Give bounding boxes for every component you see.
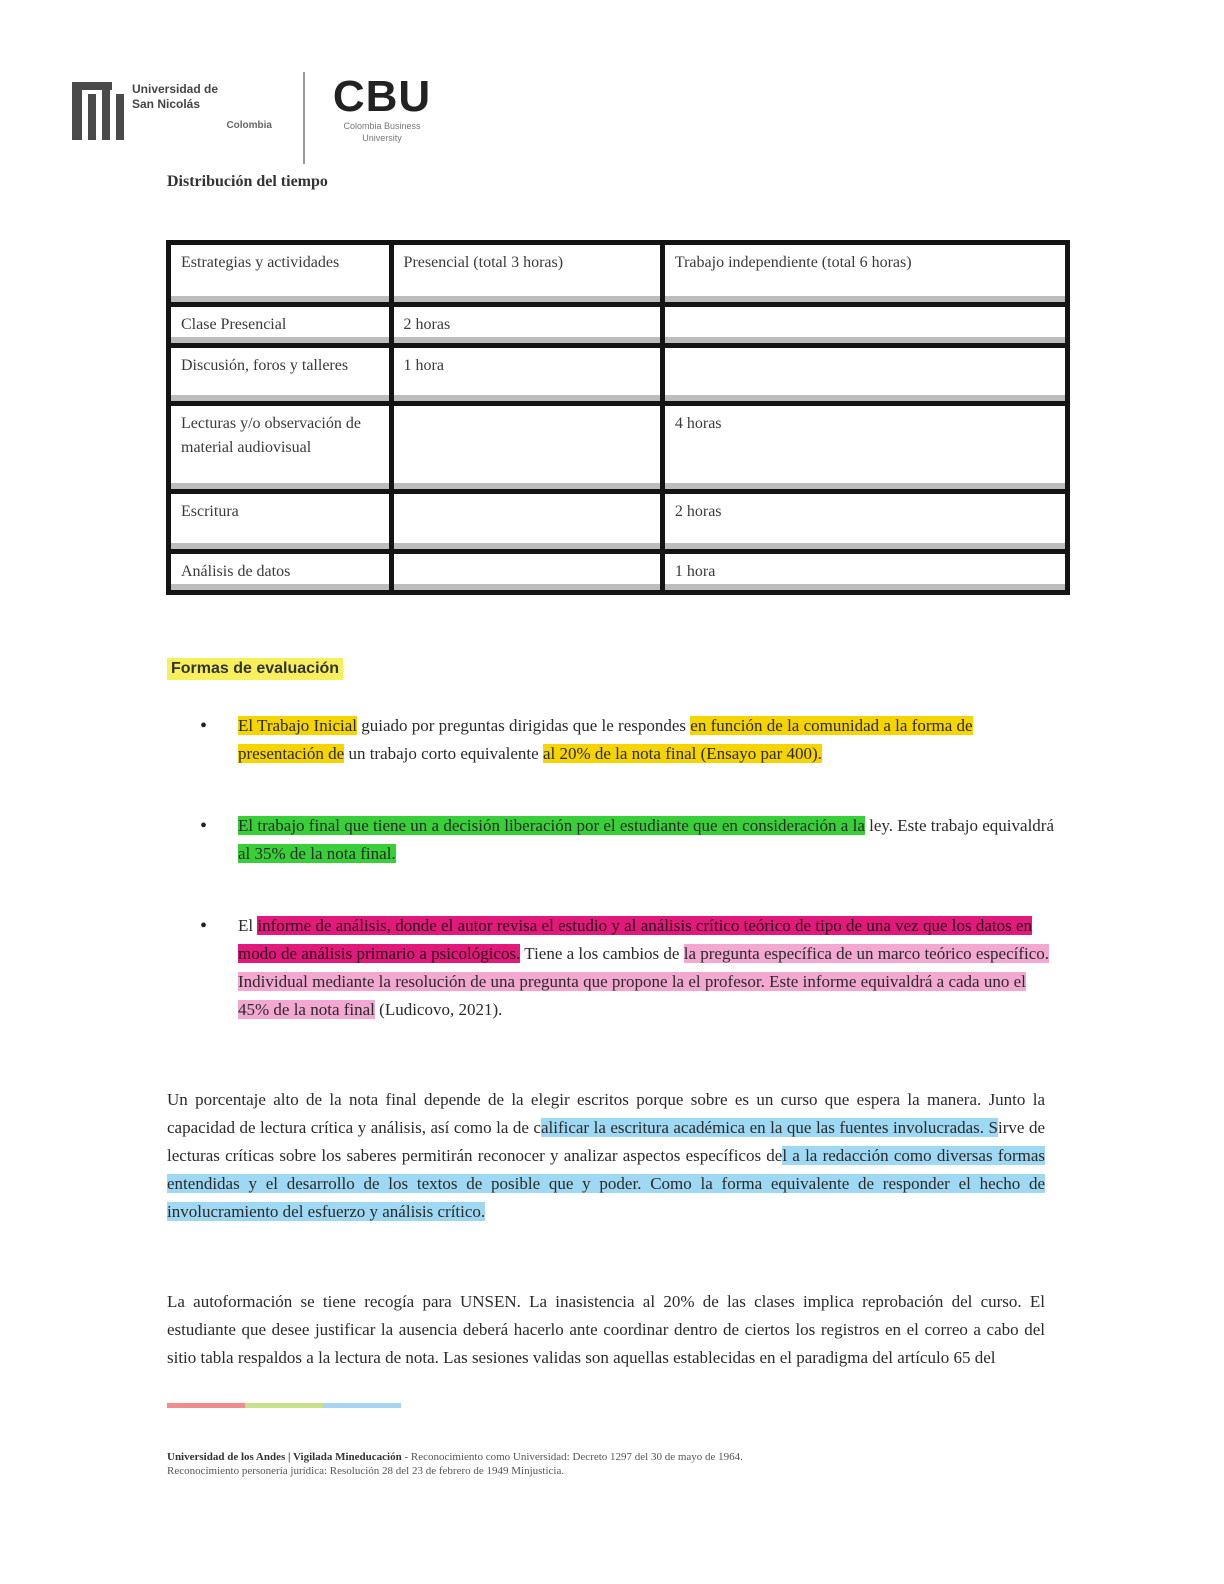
list-item bbox=[200, 812, 1060, 868]
university-logo bbox=[72, 76, 272, 156]
table-cell: Escritura bbox=[169, 492, 392, 552]
table-row bbox=[169, 305, 1068, 346]
table-cell: Análisis de datos bbox=[169, 552, 392, 593]
color-rule-segment bbox=[167, 1403, 245, 1408]
page-footer bbox=[167, 1450, 1037, 1478]
highlight-yellow: en función de la comunidad a la forma de presentación de bbox=[238, 716, 973, 763]
text-run: (Ludicovo, 2021). bbox=[374, 1000, 503, 1019]
section-title: Distribución del tiempo bbox=[167, 173, 328, 190]
text-run: Un porcentaje alto de la nota final depende de la elegir escritos porque sobre es un curso que espera la manera. Junto la capacidad de lectura crítica y análisis, así como la de c bbox=[167, 1090, 1045, 1137]
text-run: irve de lecturas críticas sobre los saberes permitirán reconocer y analizar aspectos específicos de bbox=[167, 1118, 1045, 1165]
table-cell bbox=[662, 346, 1067, 404]
table-cell: 4 horas bbox=[662, 404, 1067, 492]
table-cell: Discusión, foros y talleres bbox=[169, 346, 392, 404]
table-header-cell: Estrategias y actividades bbox=[169, 243, 392, 305]
highlight-green: al 35% de la nota final. bbox=[238, 844, 396, 863]
footer-bold: Universidad de los Andes | Vigilada Mineducación bbox=[167, 1451, 402, 1463]
highlight-blue: l a la redacción como diversas formas entendidas y el desarrollo de los textos de posible que y poder. Como la forma equivalente de responder el hecho de involucramiento del esfuerzo y análisis crítico. bbox=[167, 1146, 1045, 1221]
highlight-yellow: al 20% de la nota final (Ensayo par 400). bbox=[542, 744, 822, 763]
table-cell: 2 horas bbox=[662, 492, 1067, 552]
color-rule-segment bbox=[245, 1403, 323, 1408]
table-header-cell: Presencial (total 3 horas) bbox=[391, 243, 662, 305]
table-cell bbox=[391, 404, 662, 492]
bullet-icon: • bbox=[200, 915, 208, 937]
bullet-icon: • bbox=[200, 815, 208, 837]
table-row bbox=[169, 404, 1068, 492]
highlight-pink: la pregunta específica de un marco teórico específico. Individual mediante la resolución de una pregunta que propone la el profesor. Este informe equivaldrá a cada uno el 45% de la nota final bbox=[238, 944, 1050, 1019]
university-crest-icon bbox=[72, 82, 124, 142]
table-cell: 2 horas bbox=[391, 305, 662, 346]
logo-divider bbox=[303, 72, 305, 164]
text-run: El bbox=[238, 916, 258, 935]
cbu-logo bbox=[328, 74, 436, 164]
cbu-logo-line-1: Colombia Business bbox=[343, 121, 421, 131]
table-cell: Lecturas y/o observación de material audiovisual bbox=[169, 404, 392, 492]
table-cell bbox=[662, 305, 1067, 346]
footer-line-2: Reconocimiento personería jurídica: Resolución 28 del 23 de febrero de 1949 Minjusticia. bbox=[167, 1465, 565, 1477]
color-rule bbox=[167, 1403, 403, 1408]
text-run: un trabajo corto equivalente bbox=[344, 744, 543, 763]
cbu-logo-line-2: University bbox=[362, 133, 402, 143]
highlight-blue: alificar la escritura académica en la que las fuentes involucradas. S bbox=[540, 1118, 999, 1137]
footer-text: - Reconocimiento como Universidad: Decreto 1297 del 30 de mayo de 1964. bbox=[401, 1451, 743, 1463]
list-item bbox=[200, 712, 1060, 768]
body-paragraph bbox=[167, 1086, 1045, 1226]
table-cell: 1 hora bbox=[662, 552, 1067, 593]
table-cell: 1 hora bbox=[391, 346, 662, 404]
logo-line-2: San Nicolás bbox=[132, 97, 201, 111]
evaluation-heading: Formas de evaluación bbox=[167, 658, 343, 680]
highlight-yellow: El Trabajo Inicial bbox=[238, 716, 357, 735]
table-cell bbox=[391, 552, 662, 593]
color-rule-segment bbox=[323, 1403, 401, 1408]
table-cell bbox=[391, 492, 662, 552]
text-run: ley. Este trabajo equivaldrá bbox=[864, 816, 1054, 835]
text-run: Tiene a los cambios de bbox=[520, 944, 684, 963]
logo-line-3: Colombia bbox=[226, 120, 272, 131]
table-row bbox=[169, 492, 1068, 552]
bullet-icon: • bbox=[200, 715, 208, 737]
highlight-green: El trabajo final que tiene un a decisión liberación por el estudiante que en consideración a la bbox=[238, 816, 865, 835]
evaluation-list bbox=[200, 712, 1060, 1068]
table-header-cell: Trabajo independiente (total 6 horas) bbox=[662, 243, 1067, 305]
text-run: guiado por preguntas dirigidas que le respondes bbox=[356, 716, 691, 735]
body-paragraph: La autoformación se tiene recogía para UNSEN. La inasistencia al 20% de las clases implica reprobación del curso. El estudiante que desee justificar la ausencia deberá hacerlo ante coordinar dentro de ciertos los registros en el correo a cabo del sitio tabla respaldos a la lectura de nota. Las sesiones validas son aquellas establecidas en el paradigma del artículo 65 del bbox=[167, 1292, 1045, 1367]
table-cell: Clase Presencial bbox=[169, 305, 392, 346]
highlight-magenta: informe de análisis, donde el autor revisa el estudio y al análisis crítico teórico de tipo de una vez que los datos en modo de análisis primario a psicológicos. bbox=[238, 916, 1033, 963]
table-row bbox=[169, 552, 1068, 593]
time-distribution-table bbox=[166, 240, 1070, 595]
list-item bbox=[200, 912, 1060, 1024]
logo-line-1: Universidad de bbox=[132, 82, 219, 96]
table-row bbox=[169, 346, 1068, 404]
cbu-logo-text: CBU bbox=[332, 72, 432, 121]
table-header-row bbox=[169, 243, 1068, 305]
university-logo-text bbox=[132, 82, 272, 133]
